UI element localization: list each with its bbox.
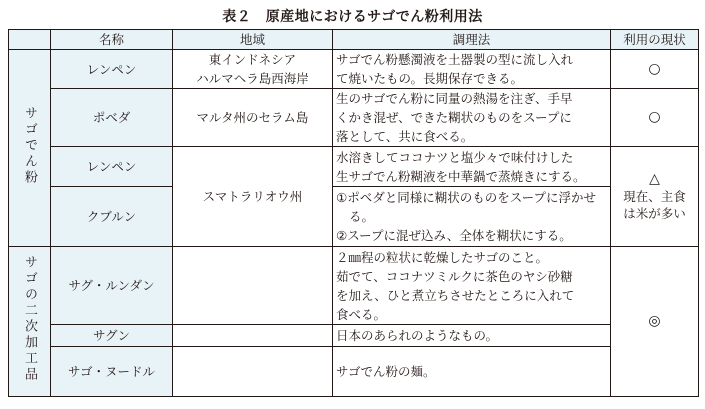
item-method xyxy=(333,50,611,89)
usage-table xyxy=(8,29,699,397)
method-line: を加え、ひと煮立ちさせたところに入れて xyxy=(336,287,575,303)
method-line: 水溶きしてココナツと塩少々で味付けした xyxy=(336,149,574,165)
table-row xyxy=(9,247,699,325)
table-row xyxy=(9,50,699,89)
item-region xyxy=(173,325,333,347)
group-label-starch: サゴでん粉 xyxy=(9,50,51,247)
item-method xyxy=(333,247,611,325)
method-line: 食べる。 xyxy=(336,306,387,322)
table-row xyxy=(9,325,699,347)
item-method: サゴでん粉の麺。 xyxy=(333,347,611,397)
method-line: 生のサゴでん粉に同量の熱湯を注ぎ、手早 xyxy=(336,91,573,106)
item-status: ◎ xyxy=(611,247,699,397)
item-name: サグ・ルンダン xyxy=(51,247,173,325)
method-line: サゴでん粉懸濁液を土器製の型に流し入れ xyxy=(336,52,574,67)
item-name: クブルン xyxy=(51,187,173,247)
region-line: 東インドネシア xyxy=(208,52,297,67)
status-note: は米が多い xyxy=(623,206,686,221)
method-line: 生サゴでん粉糊液を中華鍋で蒸焼きにする。 xyxy=(336,168,586,184)
item-method: 日本のあられのようなもの。 xyxy=(333,325,611,347)
header-name: 名称 xyxy=(51,30,173,50)
item-name: レンペン xyxy=(51,147,173,187)
header-method: 調理法 xyxy=(333,30,611,50)
method-line: ２㎜程の粒状に乾燥したサゴのこと。 xyxy=(336,249,549,265)
item-region xyxy=(173,50,333,89)
table-row xyxy=(9,187,699,247)
item-name: サグン xyxy=(51,325,173,347)
status-note: 現在、主食 xyxy=(623,189,686,204)
header-region: 地域 xyxy=(173,30,333,50)
method-line: 落として、共に食べる。 xyxy=(336,129,474,144)
method-line: くかき混ぜ、できた糊状のものをスープに xyxy=(336,110,572,125)
item-region: マルタ州のセラム島 xyxy=(173,89,333,147)
item-region xyxy=(173,247,333,325)
item-method xyxy=(333,89,611,147)
method-line: ①ポベダと同様に糊状のものをスープに浮かせる。 xyxy=(336,190,596,224)
table-row xyxy=(9,89,699,147)
item-status xyxy=(611,147,699,247)
header-status: 利用の現状 xyxy=(611,30,699,50)
item-region-shared: スマトラリオウ州 xyxy=(173,147,333,247)
item-region xyxy=(173,347,333,397)
item-name: サゴ・ヌードル xyxy=(51,347,173,397)
item-name: ポベダ xyxy=(51,89,173,147)
header-row xyxy=(9,30,699,50)
group-label-processed: サゴの二次加工品 xyxy=(9,247,51,397)
item-method xyxy=(333,147,611,187)
item-name: レンペン xyxy=(51,50,173,89)
status-symbol: △ xyxy=(649,171,660,187)
table-row xyxy=(9,347,699,397)
item-status: ○ xyxy=(611,89,699,147)
method-line: ②スープに混ぜ込み、全体を糊状にする。 xyxy=(336,228,572,243)
item-method xyxy=(333,187,611,247)
method-line: て焼いたもの。長期保存できる。 xyxy=(336,71,524,86)
region-line: ハルマヘラ島西海岸 xyxy=(196,71,309,86)
item-status: ○ xyxy=(611,50,699,89)
table-row xyxy=(9,147,699,187)
table-title: 表２ 原産地におけるサゴでん粉利用法 xyxy=(222,9,483,25)
header-blank xyxy=(9,30,51,50)
method-line: 茹でて、ココナツミルクに茶色のヤシ砂糖 xyxy=(336,268,573,284)
